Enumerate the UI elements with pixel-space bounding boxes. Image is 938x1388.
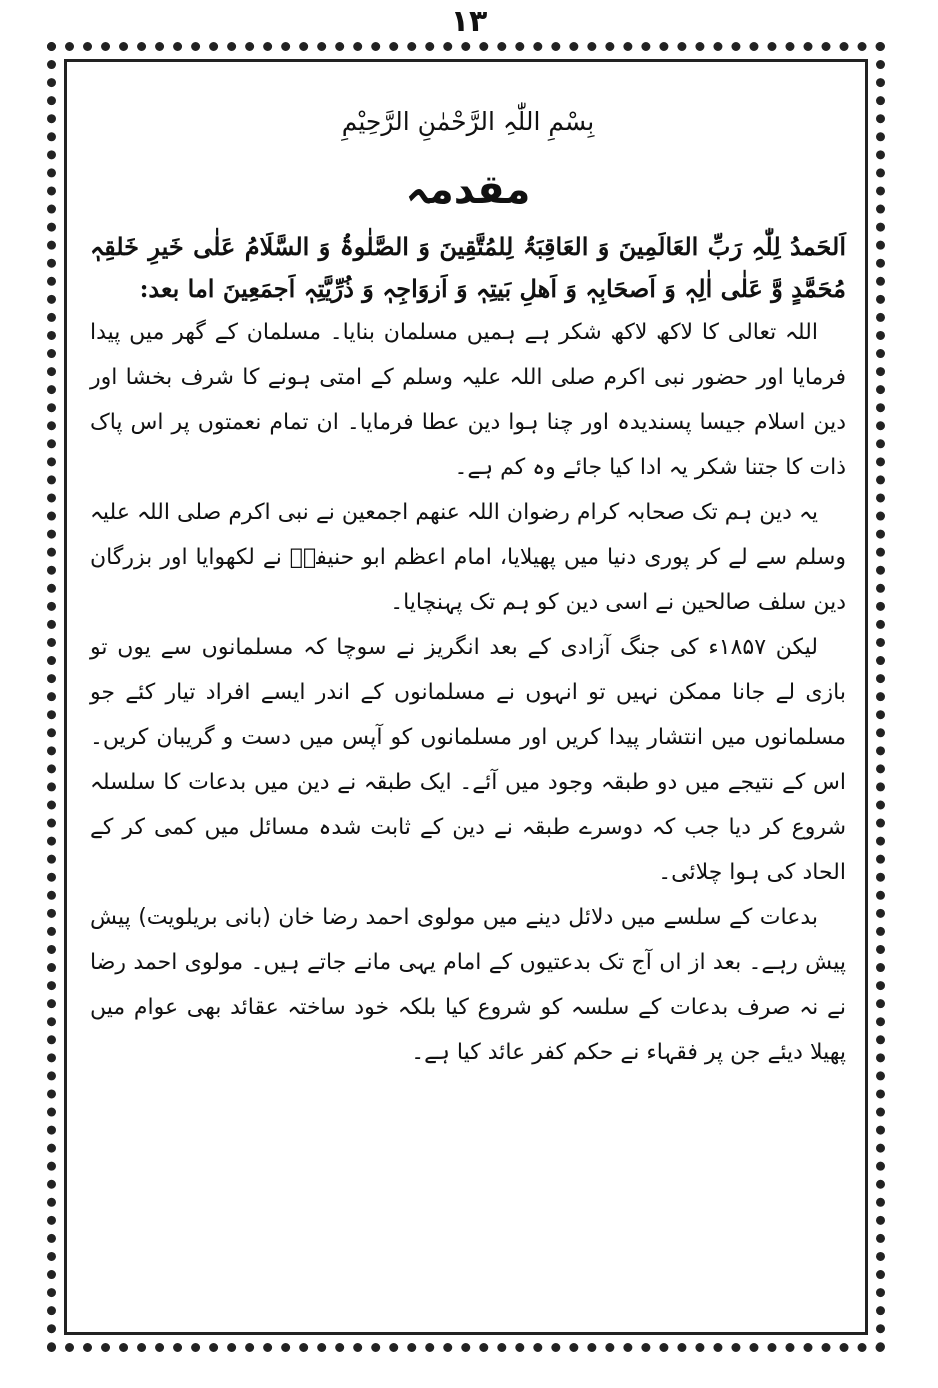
paragraph-3: لیکن ۱۸۵۷ء کی جنگ آزادی کے بعد انگریز نے سوچا کہ مسلمانوں سے یوں تو بازی لے جانا ممکن نہیں تو انہوں نے مسلمانوں کے اندر ایسے افراد تیار کئے جو مسلمانوں میں انتشار پیدا کریں اور مسلمانوں کو آپس میں دست و گریبان کریں۔ اس کے نتیجے میں دو طبقہ وجود میں آئے۔ ایک طبقہ نے دین میں بدعات کا سلسلہ شروع کر دیا جب کہ دوسرے طبقہ نے دین کے ثابت شدہ مسائل میں کمی کر کے الحاد کی ہوا چلائی۔ (90, 635, 846, 885)
paragraph-2: یہ دین ہم تک صحابہ کرام رضوان اللہ عنھم اجمعین نے نبی اکرم صلی اللہ علیہ وسلم سے لے کر پوری دنیا میں پھیلایا، امام اعظم ابو حنیفہؒ نے لکھوایا اور بزرگان دین سلف صالحین نے اسی دین کو ہم تک پہنچایا۔ (90, 500, 846, 615)
arabic-invocation: اَلحَمدُ لِلّٰہِ رَبِّ العَالَمِینَ وَ العَاقِبَۃُ لِلمُتَّقِینَ وَ الصَّلٰوۃُ وَ السَّلَامُ عَلٰی خَیرِ خَلقِہٖ مُحَمَّدٍ وَّ عَلٰی اٰلِہٖ وَ اَصحَابِہٖ وَ اَھلِ بَیتِہٖ وَ اَزوَاجِہٖ وَ ذُرِّیَّتِہٖ اَجمَعِینَ اما بعد: (90, 232, 846, 303)
page-content (90, 100, 846, 1075)
paragraph-4: بدعات کے سلسے میں دلائل دینے میں مولوی احمد رضا خان (بانی بریلویت) پیش پیش رہے۔ بعد از اں آج تک بدعتیوں کے امام یہی مانے جاتے ہیں۔ مولوی احمد رضا نے نہ صرف بدعات کے سلسہ کو شروع کیا بلکہ خود ساختہ عقائد بھی عوام میں پھیلا دیئے جن پر فقہاء نے حکم کفر عائد کیا ہے۔ (90, 905, 846, 1065)
page-title: مقدمہ (405, 167, 531, 213)
paragraph-1: اللہ تعالی کا لاکھ لاکھ شکر ہے ہمیں مسلمان بنایا۔ مسلمان کے گھر میں پیدا فرمایا اور حضور نبی اکرم صلی اللہ علیہ وسلم کے امتی ہونے کا شرف بخشا اور دین اسلام جیسا پسندیدہ اور چنا ہوا دین عطا فرمایا۔ ان تمام نعمتوں پر اس پاک ذات کا جتنا شکر یہ ادا کیا جائے وہ کم ہے۔ (90, 320, 846, 480)
bismillah: بِسْمِ اللّٰہِ الرَّحْمٰنِ الرَّحِيْمِ (341, 107, 595, 136)
page-number: ۱۳ (450, 4, 488, 39)
